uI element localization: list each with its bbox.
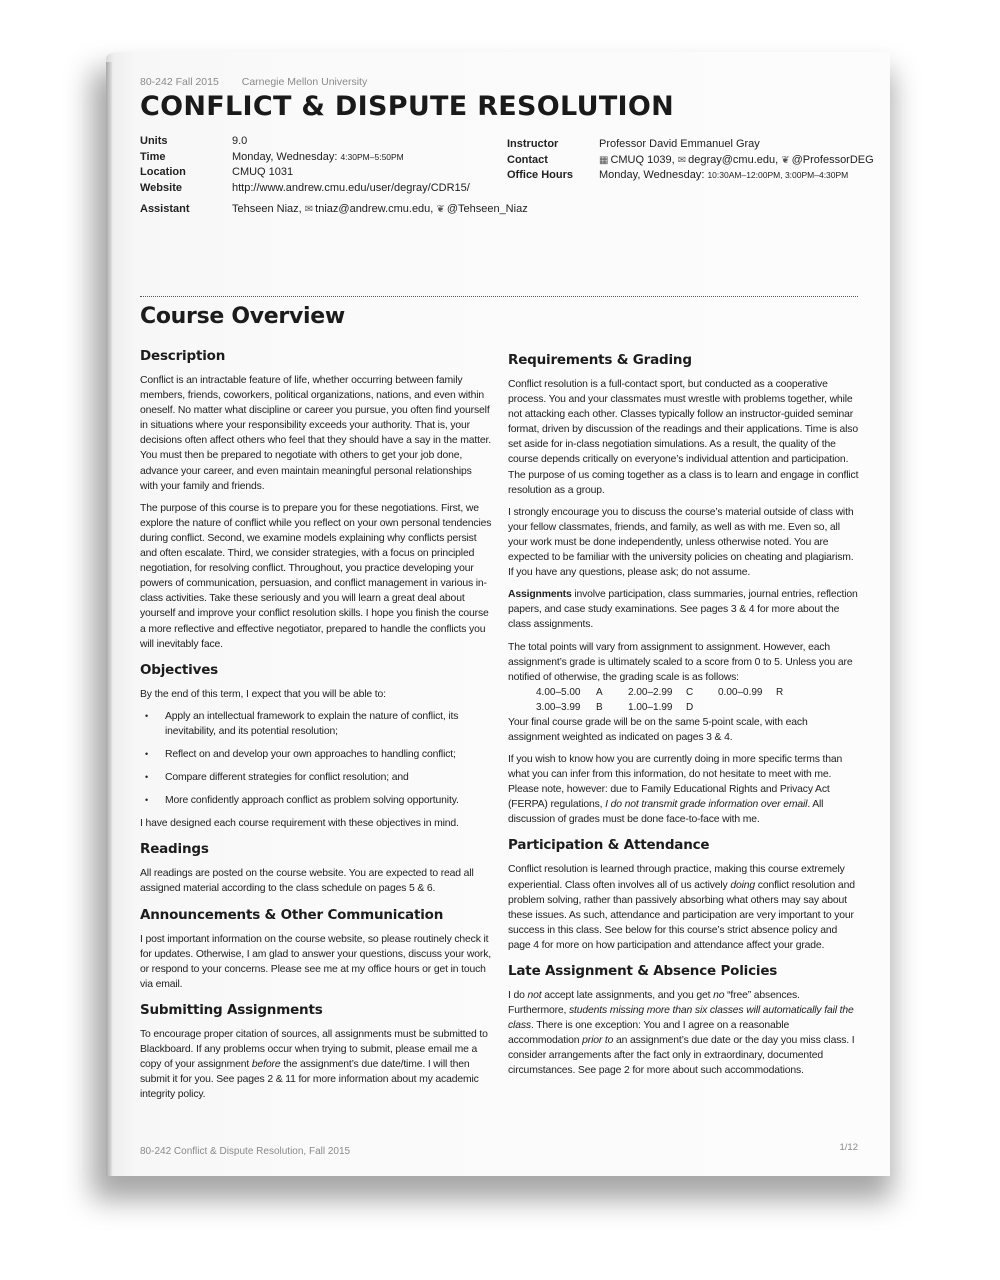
office-hours-label: Office Hours	[507, 169, 574, 181]
course-info	[140, 132, 874, 252]
emphasis-text: students missing more than six classes will automatically fail the class	[508, 1005, 854, 1032]
objective-item: • Reflect on and develop your own approaches to handling conflict;	[140, 747, 492, 762]
location-value: CMUQ 1031	[232, 166, 294, 178]
contact-label: Contact	[507, 153, 548, 166]
text-run: . There is one exception: You and I agree on a reasonable accommodation	[508, 1020, 790, 1047]
announcements-heading: Announcements & Other Communication	[140, 906, 444, 923]
objective-item: • Compare different strategies for conflict resolution; and	[140, 770, 492, 785]
contact-row	[507, 153, 874, 169]
email-icon: ✉	[677, 154, 687, 166]
assistant-twitter[interactable]: @Tehseen_Niaz	[446, 203, 528, 215]
late-policy-section	[508, 963, 860, 1079]
assistant-name: Tehseen Niaz,	[232, 203, 302, 215]
submitting-heading: Submitting Assignments	[140, 1001, 323, 1018]
instructor-row	[507, 137, 874, 153]
text-run: Conflict resolution is learned through practice, making this course extremely experiential. Class often involves all of us actively	[508, 864, 845, 891]
description-paragraph-1: Conflict is an intractable feature of life, whether occurring between family members, friends, coworkers, political organizations, nations, and even within oneself. No matter what discipline or career you pursue, you often find yourself in situations where your responsibility exceeds your authority. That is, your decisions often affect others who feel that they should have a say in the matter. You must then be prepared to negotiate with others to get your job done, advance your career, and even maintain meaningful personal relationships with your family and friends.	[140, 375, 491, 492]
text-run: I do	[508, 990, 528, 1001]
emphasis-text: before	[251, 1059, 281, 1071]
assignments-paragraph	[508, 587, 860, 632]
website-link[interactable]: http://www.andrew.cmu.edu/user/degray/CDR15/	[232, 181, 470, 194]
text-run: involve participation, class summaries, journal entries, reflection papers, and case study examinations. See pages 3 & 4 for more about the class assignments.	[508, 589, 858, 631]
grade-letter: A	[596, 686, 603, 698]
time-days: Monday, Wednesday:	[232, 150, 338, 163]
objectives-intro: By the end of this term, I expect that you will be able to:	[140, 688, 386, 700]
requirements-section	[508, 352, 860, 827]
units-row	[140, 134, 528, 150]
instructor-value: Professor David Emmanuel Gray	[599, 138, 760, 150]
time-row	[140, 150, 528, 166]
time-label: Time	[140, 150, 166, 163]
emphasis-text: not	[527, 990, 542, 1001]
location-label: Location	[140, 166, 186, 178]
info-left	[140, 134, 528, 218]
grade-scale-table	[536, 685, 860, 715]
contact-email[interactable]: degray@cmu.edu,	[688, 153, 779, 166]
header-meta	[140, 76, 858, 90]
grade-letter: R	[776, 686, 784, 698]
footer-course: 80-242 Conflict & Dispute Resolution, Fall 2015	[140, 1146, 351, 1157]
text-run: conflict resolution and problem solving, rather than passively absorbing what others may say about these issues. As such, attendance and participation are very important to your success in this class. See below for this course’s strict absence policy and page 4 for more on how participation and attendance affect your grade.	[508, 879, 855, 951]
contact-twitter[interactable]: @ProfessorDEG	[791, 153, 874, 166]
readings-heading: Readings	[140, 841, 209, 858]
website-row	[140, 181, 528, 197]
assignments-bold: Assignments	[508, 589, 572, 601]
emphasis-text: prior to	[582, 1035, 614, 1047]
text-run: “free” absences. Furthermore,	[508, 990, 800, 1017]
grade-row	[536, 700, 860, 715]
text-run: accept late assignments, and you get	[541, 990, 714, 1001]
readings-text: All readings are posted on the course website. You are expected to read all assigned material according to the class schedule on pages 5 & 6.	[140, 868, 474, 895]
university-name: Carnegie Mellon University	[241, 76, 368, 88]
grade-range: 3.00–3.99	[536, 701, 581, 713]
text-run: an assignment’s due date or the day you miss class. I consider arrangements after the fact only in extraordinary, documented circumstances. See page 2 for more about such accommodations.	[508, 1035, 855, 1077]
website-label: Website	[140, 181, 182, 194]
grade-letter: D	[686, 701, 694, 713]
time-hours: 4:30PM–5:50PM	[340, 151, 404, 162]
objectives-section	[140, 662, 492, 832]
description-section	[140, 348, 492, 652]
grade-row	[536, 685, 860, 700]
participation-heading: Participation & Attendance	[508, 837, 710, 854]
requirements-paragraph-1: Conflict resolution is a full-contact sport, but conducted as a cooperative process. You and your classmates must wrestle with problems together, while not attacking each other. Classes typically follow an instructor-guided seminar format, driven by discussion of the readings and their applications. Time is also set aside for in-class negotiation simulations. As a result, the quality of the course depends critically on everyone’s individual attention and participation. The purpose of us coming together as a class is to learn and engage in conflict resolution as a group.	[508, 379, 859, 496]
assistant-row	[140, 202, 528, 218]
instructor-label: Instructor	[507, 138, 559, 150]
requirements-paragraph-4: The total points will vary from assignment to assignment. However, each assignment’s grade is ultimately scaled to a score from 0 to 5. Unless you are notified of otherwise, the grading scale is as follows:	[508, 641, 853, 683]
units-label: Units	[140, 135, 168, 147]
text-run: To encourage proper citation of sources, all assignments must be submitted to Blackboard. If any problems occur when trying to submit, please email me a copy of your assignment	[140, 1028, 488, 1071]
assistant-email[interactable]: tniaz@andrew.cmu.edu,	[315, 203, 434, 215]
requirements-heading: Requirements & Grading	[508, 352, 692, 368]
announcements-text: I post important information on the course website, so please routinely check it for updates. Otherwise, I am glad to answer your questions, discuss your work, or respond to your concerns. Please see me at my office hours or get in touch via email.	[140, 933, 491, 990]
grade-letter: C	[686, 686, 694, 698]
course-title: CONFLICT & DISPUTE RESOLUTION	[140, 91, 675, 122]
requirements-paragraph-5: Your final course grade will be on the same 5-point scale, with each assignment weighted as indicated on pages 3 & 4.	[508, 716, 808, 743]
grade-letter: B	[596, 701, 603, 713]
late-policy-heading: Late Assignment & Absence Policies	[508, 963, 778, 979]
description-heading: Description	[140, 348, 226, 364]
grade-range: 1.00–1.99	[628, 701, 673, 713]
dotted-divider	[140, 296, 858, 297]
grade-range: 2.00–2.99	[628, 686, 673, 698]
text-run: If you wish to know how you are currently doing in more specific terms than what you can infer from this information, do not hesitate to meet with me. Please note, however: due to Family Educational Rights and Privacy Act (FERPA) regulations,	[508, 753, 843, 811]
submitting-section	[140, 1002, 492, 1102]
objectives-list	[140, 709, 492, 808]
page-footer	[140, 1142, 858, 1157]
syllabus-page	[106, 52, 890, 1176]
office-hours-row	[507, 168, 874, 184]
objective-item: • More confidently approach conflict as problem solving opportunity.	[140, 793, 492, 808]
readings-section	[140, 841, 492, 896]
objectives-outro: I have designed each course requirement with these objectives in mind.	[140, 818, 459, 830]
office-hours-times: 10:30AM–12:00PM, 3:00PM–4:30PM	[707, 170, 849, 180]
office-hours-days: Monday, Wednesday:	[599, 169, 705, 181]
contact-office: CMUQ 1039,	[610, 153, 675, 166]
objective-item: • Apply an intellectual framework to explain the nature of conflict, its inevitability, and its potential resolution;	[140, 709, 492, 739]
page-number: 1/12	[839, 1142, 858, 1153]
left-column	[140, 348, 492, 1112]
submitting-text	[140, 1027, 492, 1102]
emphasis-text: I do not transmit grade information over email	[605, 799, 808, 811]
twitter-icon: ❦	[781, 154, 790, 166]
emphasis-text: no	[713, 990, 725, 1001]
text-run: the assignment’s due date/time. I will then submit it for you. See pages 2 & 11 for more information about my academic integrity policy.	[140, 1059, 479, 1101]
section-title: Course Overview	[140, 304, 345, 329]
units-value: 9.0	[232, 135, 248, 147]
info-right	[507, 137, 874, 184]
participation-section	[508, 837, 860, 953]
late-policy-text	[508, 988, 860, 1079]
twitter-icon: ❦	[436, 204, 445, 215]
course-code-term: 80-242 Fall 2015	[140, 76, 219, 88]
text-run: . All discussion of grades must be done face-to-face with me.	[508, 799, 824, 826]
grade-range: 0.00–0.99	[718, 686, 763, 698]
email-icon: ✉	[304, 204, 314, 215]
objectives-heading: Objectives	[140, 661, 218, 678]
right-column	[508, 352, 860, 1089]
emphasis-text: doing	[730, 879, 756, 891]
office-icon: ▦	[599, 154, 609, 166]
participation-text	[508, 862, 860, 953]
requirements-paragraph-2: I strongly encourage you to discuss the course’s material outside of class with your fellow classmates, friends, and family, as well as with me. Even so, all your work must be done independently, unless otherwise noted. You are expected to be familiar with the university policies on cheating and plagiarism. If you have any questions, please ask; do not assume.	[508, 506, 854, 579]
location-row	[140, 165, 528, 181]
page-content	[140, 76, 874, 1157]
requirements-paragraph-6	[508, 752, 860, 827]
assistant-label: Assistant	[140, 203, 190, 215]
announcements-section	[140, 907, 492, 992]
description-paragraph-2: The purpose of this course is to prepare you for these negotiations. First, we explore the nature of conflict while you reflect on your own personal tendencies during conflict. Second, we examine models explaining why conflicts persist and often escalate. Third, we consider strategies, with a focus on principled negotiation, for resolving conflict. Throughout, you practice developing your powers of communication, persuasion, and conflict management in various in-class activities. Take these seriously and you will learn a great deal about yourself and improve your conflict resolution skills. I hope you finish the course a more reflective and effective negotiator, prepared to handle the conflicts you will inevitably face.	[140, 502, 492, 650]
grade-range: 4.00–5.00	[536, 686, 581, 698]
